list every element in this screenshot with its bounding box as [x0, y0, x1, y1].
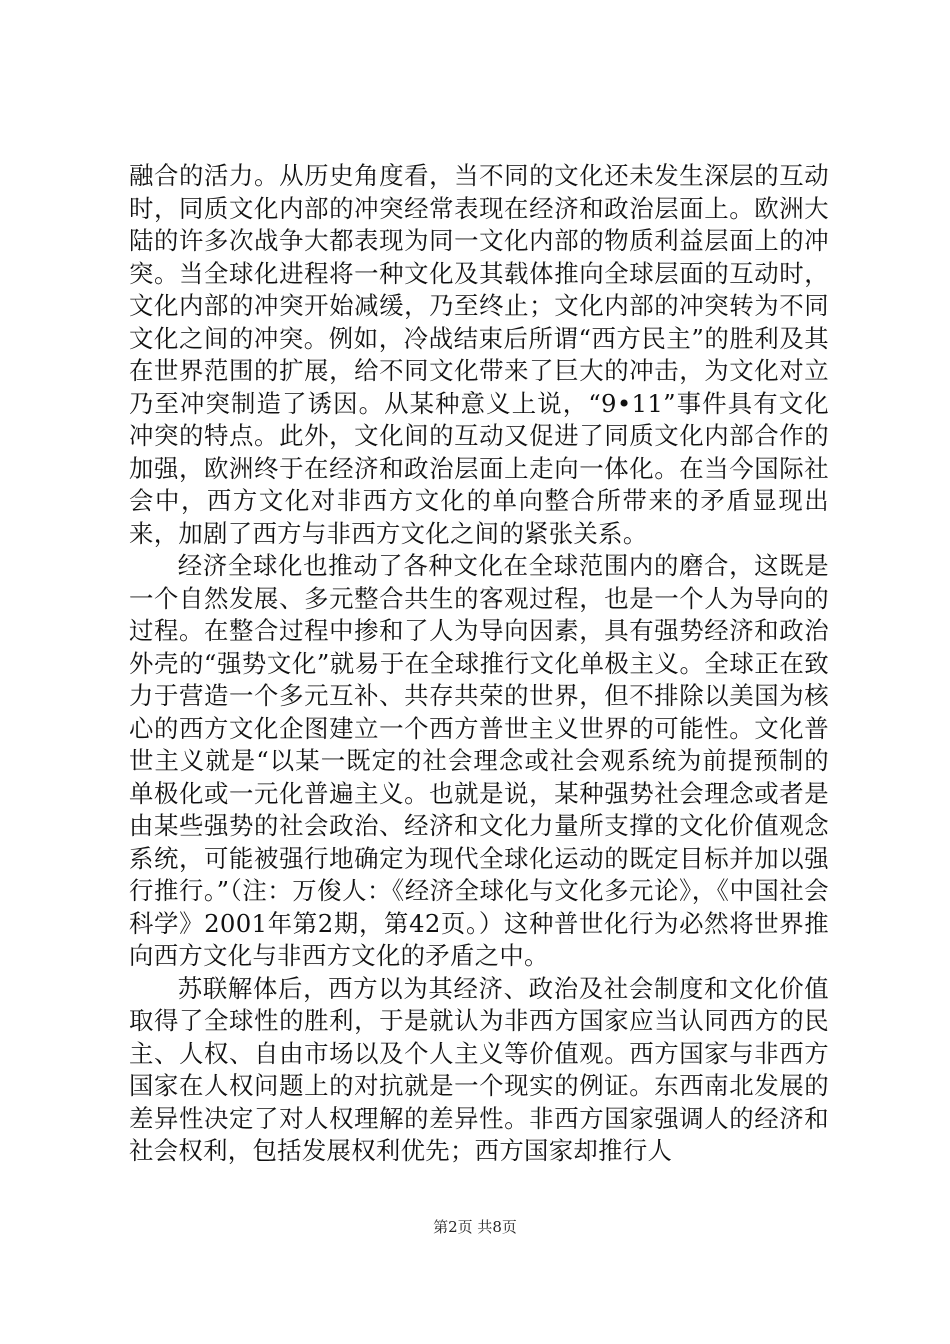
page-footer: 第2页 共8页 [433, 1218, 517, 1236]
paragraph-1: 融合的活力。从历史角度看，当不同的文化还未发生深层的互动时，同质文化内部的冲突经常表现在经济和政治层面上。欧洲大陆的许多次战争大都表现为同一文化内部的物质利益层面上的冲突。当全球化进程将一种文化及其载体推向全球层面的互动时，文化内部的冲突开始减缓，乃至终止；文化内部的冲突转为不同文化之间的冲突。例如，冷战结束后所谓“西方民主”的胜利及其在世界范围的扩展，给不同文化带来了巨大的冲击，为文化对立乃至冲突制造了诱因。从某种意义上说，“9•11”事件具有文化冲突的特点。此外，文化间的互动又促进了同质文化内部合作的加强，欧洲终于在经济和政治层面上走向一体化。在当今国际社会中，西方文化对非西方文化的单向整合所带来的矛盾显现出来，加剧了西方与非西方文化之间的紧张关系。 [129, 161, 829, 548]
paragraph-3: 苏联解体后，西方以为其经济、政治及社会制度和文化价值取得了全球性的胜利，于是就认为非西方国家应当认同西方的民主、人权、自由市场以及个人主义等价值观。西方国家与非西方国家在人权问题上的对抗就是一个现实的例证。东西南北发展的差异性决定了对人权理解的差异性。非西方国家强调人的经济和社会权利，包括发展权利优先；西方国家却推行人 [129, 973, 829, 1165]
body-text [129, 160, 829, 1168]
paragraph-2: 经济全球化也推动了各种文化在全球范围内的磨合，这既是一个自然发展、多元整合共生的客观过程，也是一个人为导向的过程。在整合过程中掺和了人为导向因素，具有强势经济和政治外壳的“强势文化”就易于在全球推行文化单极主义。全球正在致力于营造一个多元互补、共存共荣的世界，但不排除以美国为核心的西方文化企图建立一个西方普世主义世界的可能性。文化普世主义就是“以某一既定的社会理念或社会观系统为前提预制的单极化或一元化普遍主义。也就是说，某种强势社会理念或者是由某些强势的社会政治、经济和文化力量所支撑的文化价值观念系统，可能被强行地确定为现代全球化运动的既定目标并加以强行推行。”（注：万俊人：《经济全球化与文化多元论》，《中国社会科学》2001年第2期，第42页。）这种普世化行为必然将世界推向西方文化与非西方文化的矛盾之中。 [129, 551, 829, 970]
